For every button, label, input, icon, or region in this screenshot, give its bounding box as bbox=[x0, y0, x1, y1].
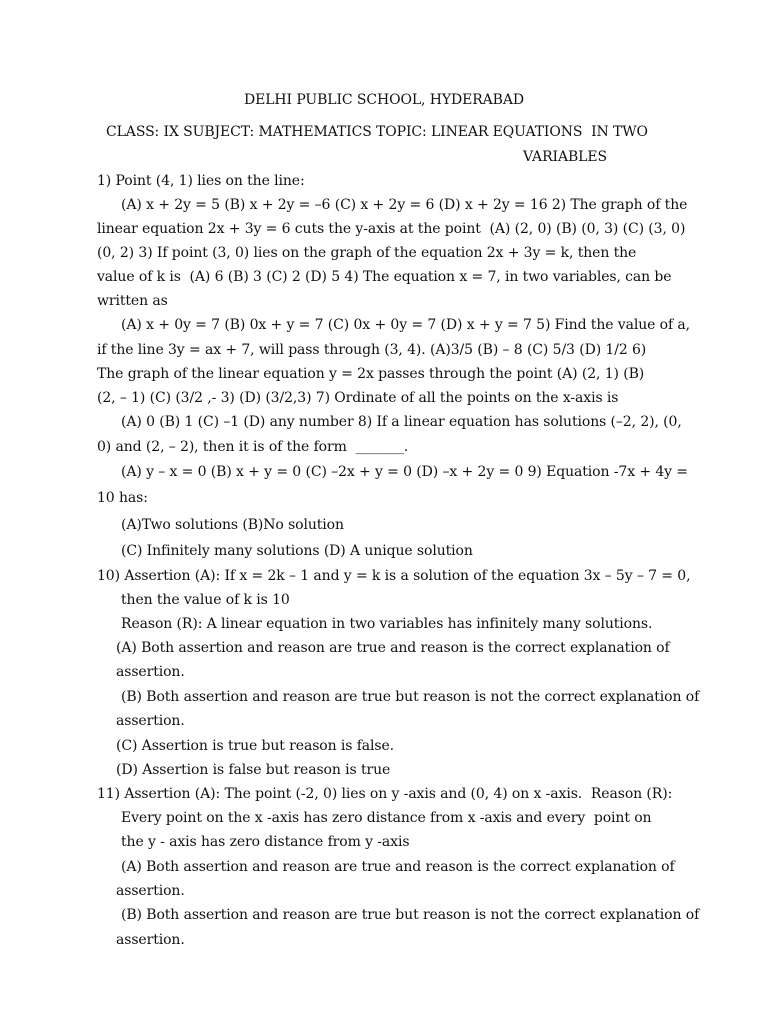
question-line: (A) x + 2y = 5 (B) x + 2y = –6 (C) x + 2y = 6 (D) x + 2y = 16 2) The graph of the bbox=[121, 197, 688, 213]
question-line: (0, 2) 3) If point (3, 0) lies on the graph of the equation 2x + 3y = k, then the bbox=[97, 245, 637, 261]
question-line: (A)Two solutions (B)No solution bbox=[121, 517, 344, 533]
question-line: (A) 0 (B) 1 (C) –1 (D) any number 8) If a linear equation has solutions (–2, 2), (0, bbox=[121, 414, 682, 430]
option-line: (A) Both assertion and reason are true and reason is the correct explanation of bbox=[121, 859, 675, 875]
class-subject-topic-line-cont: VARIABLES bbox=[523, 149, 607, 165]
question-line: (A) y – x = 0 (B) x + y = 0 (C) –2x + y = 0 (D) –x + 2y = 0 9) Equation -7x + 4y = bbox=[121, 464, 688, 480]
class-subject-topic-line: CLASS: IX SUBJECT: MATHEMATICS TOPIC: LINEAR EQUATIONS IN TWO bbox=[106, 124, 648, 140]
option-line: (B) Both assertion and reason are true but reason is not the correct explanation of bbox=[121, 907, 700, 923]
question-line: written as bbox=[97, 293, 168, 309]
question-line: Every point on the x -axis has zero distance from x -axis and every point on bbox=[121, 810, 652, 826]
question-line: then the value of k is 10 bbox=[121, 592, 290, 608]
option-line: assertion. bbox=[116, 932, 185, 948]
question-line: 0) and (2, – 2), then it is of the form _______. bbox=[97, 439, 409, 455]
question-line: linear equation 2x + 3y = 6 cuts the y-axis at the point (A) (2, 0) (B) (0, 3) (C) (3, 0) bbox=[97, 221, 686, 237]
question-line: (A) x + 0y = 7 (B) 0x + y = 7 (C) 0x + 0y = 7 (D) x + y = 7 5) Find the value of a, bbox=[121, 317, 691, 333]
option-line: assertion. bbox=[116, 664, 185, 680]
question-line: value of k is (A) 6 (B) 3 (C) 2 (D) 5 4) The equation x = 7, in two variables, can be bbox=[97, 269, 672, 285]
school-title: DELHI PUBLIC SCHOOL, HYDERABAD bbox=[243, 92, 524, 108]
option-line: (B) Both assertion and reason are true but reason is not the correct explanation of bbox=[121, 689, 700, 705]
question-line: Reason (R): A linear equation in two variables has infinitely many solutions. bbox=[121, 616, 653, 632]
question-line: if the line 3y = ax + 7, will pass through (3, 4). (A)3/5 (B) – 8 (C) 5/3 (D) 1/2 6) bbox=[97, 342, 647, 358]
question-line: (C) Infinitely many solutions (D) A unique solution bbox=[121, 543, 473, 559]
option-line: (D) Assertion is false but reason is true bbox=[116, 762, 391, 778]
option-line: (C) Assertion is true but reason is false. bbox=[116, 738, 395, 754]
question-line: the y - axis has zero distance from y -axis bbox=[121, 834, 410, 850]
option-line: assertion. bbox=[116, 883, 185, 899]
question-line: 11) Assertion (A): The point (-2, 0) lies on y -axis and (0, 4) on x -axis. Reason (R): bbox=[97, 786, 673, 802]
question-line: 1) Point (4, 1) lies on the line: bbox=[97, 173, 305, 189]
question-line: 10 has: bbox=[97, 490, 148, 506]
option-line: assertion. bbox=[116, 713, 185, 729]
question-line: 10) Assertion (A): If x = 2k – 1 and y = k is a solution of the equation 3x – 5y – 7 = 0, bbox=[97, 568, 691, 584]
question-line: (2, – 1) (C) (3/2 ,- 3) (D) (3/2,3) 7) Ordinate of all the points on the x-axis is bbox=[97, 390, 619, 406]
question-line: The graph of the linear equation y = 2x passes through the point (A) (2, 1) (B) bbox=[97, 366, 645, 382]
option-line: (A) Both assertion and reason are true and reason is the correct explanation of bbox=[116, 640, 670, 656]
